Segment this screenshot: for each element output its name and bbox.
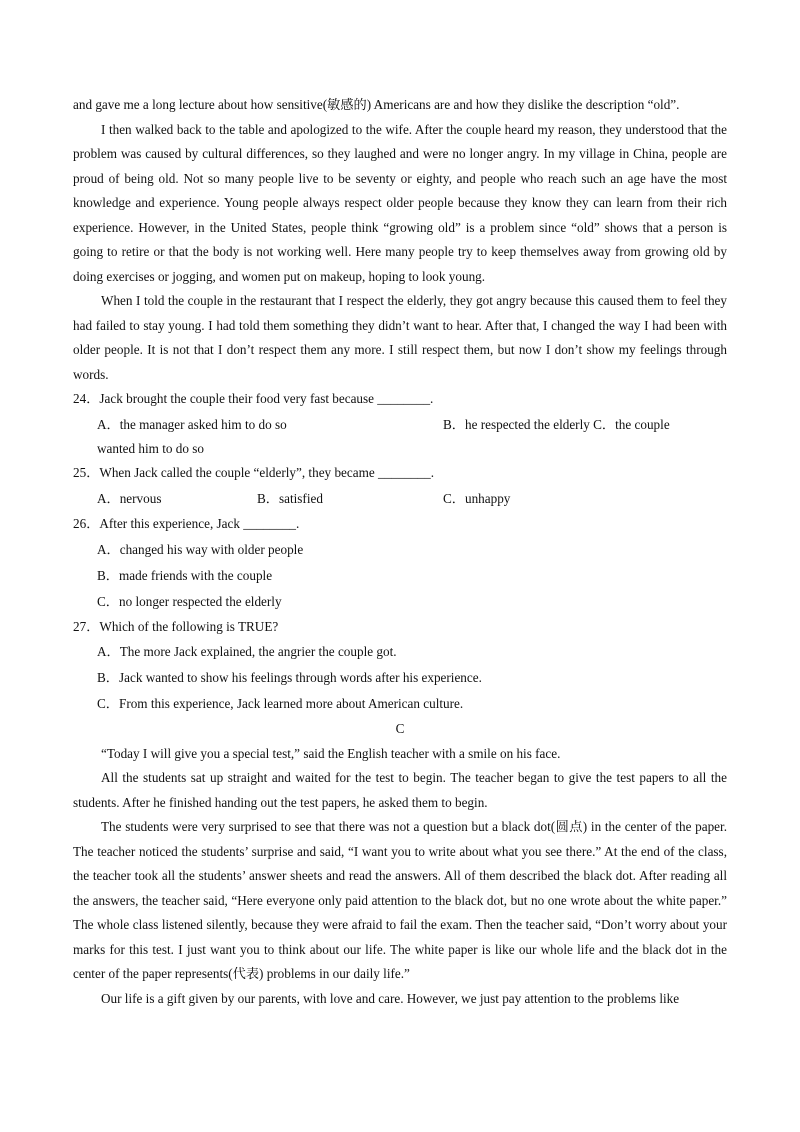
question-27 [73, 615, 727, 718]
question-25-option-a: A．nervous [97, 491, 162, 506]
passage-c-paragraph-3: The students were very surprised to see that there was not a question but a black dot(圆点) in the center of the paper. The teacher noticed the students’ surprise and said, “I want you to write about what you see there.” At the end of the class, the teacher took all the students’ answer sheets and read the answers. All of them described the black dot. After reading all the answers, the teacher said, “Here everyone only paid attention to the black dot, but no one wrote about the white paper.” The whole class listened silently, because they were afraid to fail the exam. Then the teacher said, “Don’t worry about your marks for this test. I just want you to think about our life. The white paper is like our whole life and the black dot in the center of the paper represents(代表) problems in our daily life.” [73, 819, 727, 981]
question-26-stem: 26．After this experience, Jack ________. [73, 516, 300, 531]
question-25-option-c: C．unhappy [443, 491, 511, 506]
question-24-stem: 24．Jack brought the couple their food very fast because ________. [73, 391, 434, 406]
question-25-stem: 25．When Jack called the couple “elderly”, they became ________. [73, 464, 435, 480]
passage-c-paragraph-4: Our life is a gift given by our parents, with love and care. However, we just pay attention to the problems like [101, 990, 680, 1006]
question-24-option-a: A．the manager asked him to do so [97, 416, 287, 432]
question-27-stem: 27．Which of the following is TRUE? [73, 618, 279, 634]
document-page [73, 93, 727, 1011]
question-24-option-bc: B．he respected the elderly C．the couple [443, 416, 670, 432]
question-25-option-b: B．satisfied [257, 491, 323, 506]
question-27-option-c: C．From this experience, Jack learned more about American culture. [97, 696, 464, 711]
question-26-option-c: C．no longer respected the elderly [97, 593, 282, 609]
question-24-option-c-continued: wanted him to do so [97, 440, 204, 456]
question-25-options [73, 485, 727, 512]
question-26 [73, 512, 727, 615]
passage-c-paragraph-1: “Today I will give you a special test,” said the English teacher with a smile on his face. [101, 745, 561, 761]
question-27-option-b: B．Jack wanted to show his feelings through words after his experience. [97, 670, 482, 685]
passage-c-paragraph-2: All the students sat up straight and waited for the test to begin. The teacher began to give the test papers to all the students. After he finished handing out the test papers, he asked them to begin. [73, 770, 727, 810]
question-24-options [73, 412, 727, 437]
question-24 [73, 387, 727, 461]
question-27-option-a: A．The more Jack explained, the angrier the couple got. [97, 644, 397, 659]
passage-b-paragraph-1: and gave me a long lecture about how sensitive(敏感的) Americans are and how they dislike the description “old”. [73, 97, 680, 112]
passage-b-paragraph-3: When I told the couple in the restaurant that I respect the elderly, they got angry because this caused them to feel they had failed to stay young. I had told them something they didn’t want to hear. After that, I changed the way I had been with older people. It is not that I don’t respect them any more. I still respect them, but now I don’t show my feelings through words. [73, 293, 727, 382]
passage-b-paragraph-2: I then walked back to the table and apologized to the wife. After the couple heard my reason, they understood that the problem was caused by cultural differences, so they laughed and were no longer angry. In my village in China, people are proud of being old. Not so many people live to be seventy or eighty, and people who reach such an age have the most knowledge and experience. Young people always respect older people because they know they can learn from their rich experience. However, in the United States, people think “growing old” is a problem since “old” shows that a person is going to retire or that the body is not working well. Here many people try to keep themselves away from growing old by doing exercises or jogging, and women put on makeup, hoping to look young. [73, 121, 727, 284]
question-26-option-a: A．changed his way with older people [97, 541, 304, 557]
question-25 [73, 461, 727, 513]
question-26-option-b: B．made friends with the couple [97, 567, 273, 583]
passage-c-heading: C [395, 721, 405, 736]
